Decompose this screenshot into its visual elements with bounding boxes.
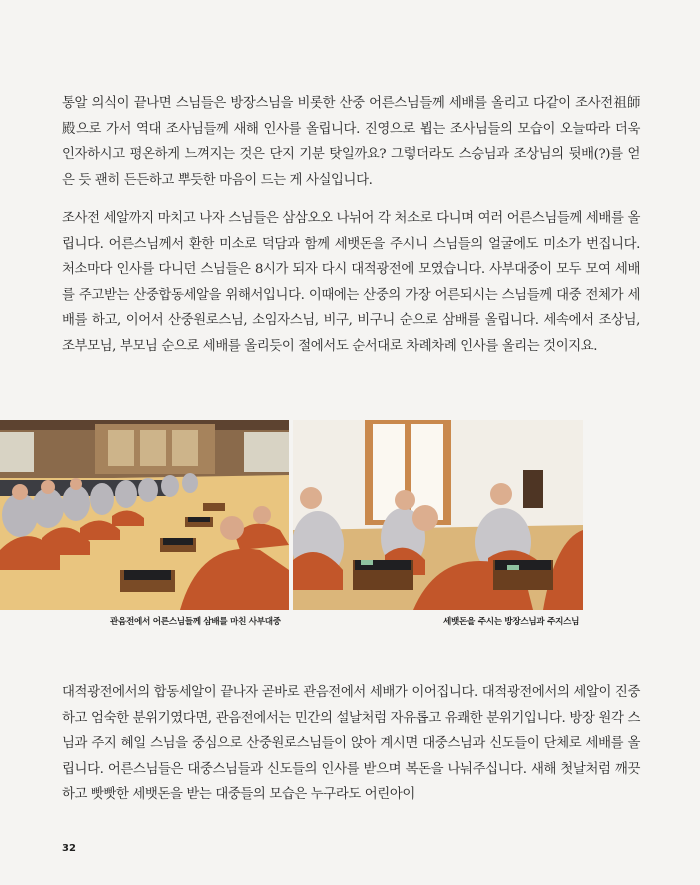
body-paragraph: 대적광전에서의 합동세알이 끝나자 곧바로 관음전에서 세배가 이어집니다. 대적광전에서의 세알이 진중하고 엄숙한 분위기였다면, 관음전에서는 민간의 설날처럼 자유롭고 유쾌한 분위기입니다. 방장 원각 스님과 주지 혜일 스님을 중심으로 산중원로스님들이 앉아 계시면 대중스님과 신도들이 단체로 세배를 올립니다. 어른스님들은 대중스님들과 신도들의 인사를 받으며 복돈을 나눠주십니다. 새해 첫날처럼 깨끗하고 빳빳한 세뱃돈을 받는 대중들의 모습은 누구라도 어린아이: [62, 685, 640, 803]
photo-new-year-money-giving: [293, 420, 583, 610]
photo-hall-bowing-assembly: [0, 420, 289, 610]
page-number: 32: [62, 843, 76, 854]
body-paragraph: 통알 의식이 끝나면 스님들은 방장스님을 비롯한 산중 어른스님들께 세배를 올리고 다같이 조사전祖師殿으로 가서 역대 조사님들께 새해 인사를 올립니다. 진영으로 뵙는 조사님들의 모습이 오늘따라 더욱 인자하시고 평온하게 느껴지는 것은 단지 기분 탓일까요? 그렇더라도 스승님과 조상님의 뒷배(?)를 얻은 듯 괜히 든든하고 뿌듯한 마음이 드는 게 사실입니다.: [62, 96, 640, 188]
photo-caption-left: 관음전에서 어른스님들께 삼배를 마친 사부대중: [110, 617, 281, 627]
photo-caption-right: 세뱃돈을 주시는 방장스님과 주지스님: [443, 617, 580, 627]
body-paragraph: 조사전 세알까지 마치고 나자 스님들은 삼삼오오 나뉘어 각 처소로 다니며 여러 어른스님들께 세배를 올립니다. 어른스님께서 환한 미소로 덕담과 함께 세뱃돈을 주시니 스님들의 얼굴에도 미소가 번집니다. 처소마다 인사를 다니던 스님들은 8시가 되자 다시 대적광전에 모였습니다. 사부대중이 모두 모여 세배를 주고받는 산중합동세알을 위해서입니다. 이때에는 산중의 가장 어른되시는 스님들께 대중 전체가 세배를 하고, 이어서 산중원로스님, 소임자스님, 비구, 비구니 순으로 삼배를 올립니다. 세속에서 조상님, 조부모님, 부모님 순으로 세배를 올리듯이 절에서도 순서대로 차례차례 인사를 올리는 것이지요.: [62, 211, 640, 354]
